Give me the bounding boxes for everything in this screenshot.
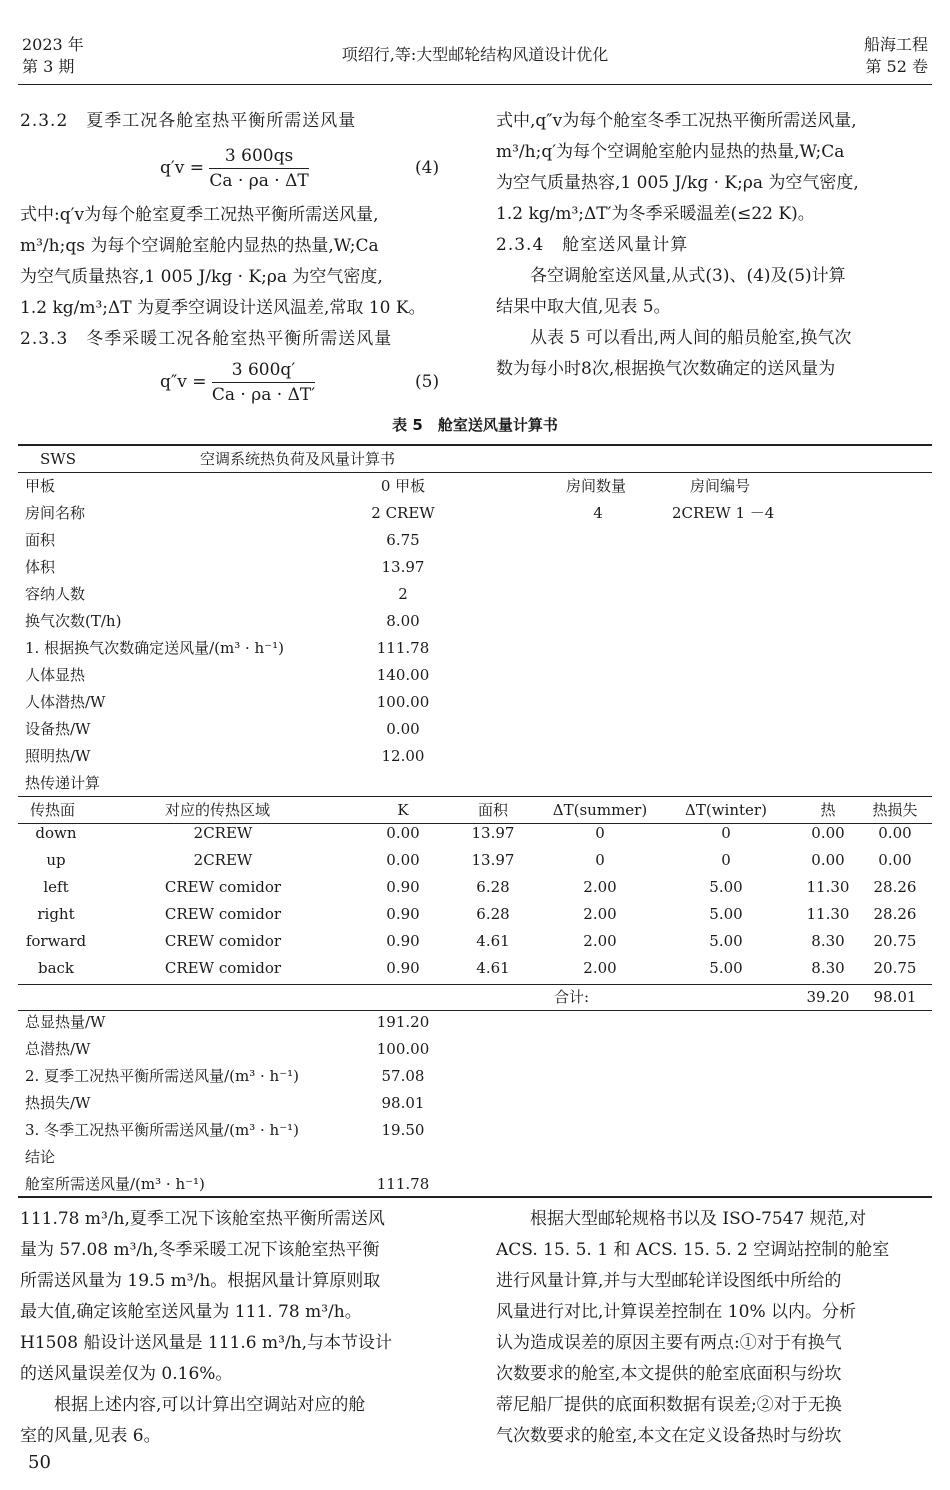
eq5-denominator: Ca · ρa · ΔT′ xyxy=(211,385,316,405)
table-row xyxy=(18,770,932,797)
body-line: 量为 57.08 m³/h,冬季采暖工况下该舱室热平衡 xyxy=(20,1240,380,1260)
equation-5 xyxy=(160,360,315,405)
ht-cell: 0 xyxy=(721,824,731,842)
deck-value: 0 甲板 xyxy=(380,477,426,495)
summary-value: 19.50 xyxy=(381,1121,425,1139)
right-text-line: m³/h;q′为每个空调舱室舱内显热的热量,W;Ca xyxy=(496,142,845,162)
prop-value: 13.97 xyxy=(381,558,425,576)
table-row xyxy=(18,1063,932,1090)
prop-value: 140.00 xyxy=(376,666,430,684)
right-text-line: 式中,q″v为每个舱室冬季工况热平衡所需送风量, xyxy=(496,111,857,131)
ht-cell: 11.30 xyxy=(806,878,850,896)
where4-line: 为空气质量热容,1 005 J/kg · K;ρa 为空气密度, xyxy=(20,267,383,287)
table-row xyxy=(18,716,932,743)
table-row xyxy=(18,847,932,874)
table-row xyxy=(18,955,932,982)
ht-cell: 0.90 xyxy=(386,878,420,896)
eq5-numerator: 3 600q′ xyxy=(212,360,315,383)
ht-col-header: ΔT(summer) xyxy=(552,801,648,819)
room-number-value: 2CREW 1 －4 xyxy=(672,504,775,522)
ht-cell: 20.75 xyxy=(873,959,917,977)
ht-cell: 2CREW xyxy=(193,851,253,869)
ht-cell: 2.00 xyxy=(583,905,617,923)
prop-value: 100.00 xyxy=(376,693,430,711)
right-column-top xyxy=(496,106,936,385)
summary-label: 3. 冬季工况热平衡所需送风量/(m³ · h⁻¹) xyxy=(25,1121,299,1139)
table-row xyxy=(18,1009,932,1036)
right-text-line: 为空气质量热容,1 005 J/kg · K;ρa 为空气密度, xyxy=(496,173,859,193)
prop-value: 0.00 xyxy=(386,720,420,738)
header-journal: 船海工程 xyxy=(863,35,928,54)
ht-cell: 0.00 xyxy=(811,824,845,842)
where4-line: 式中:q′v为每个舱室夏季工况热平衡所需送风量, xyxy=(20,205,379,225)
table-head-row xyxy=(18,446,932,473)
table-caption: 表 5 舱室送风量计算书 xyxy=(392,416,558,434)
table-head-title: 空调系统热负荷及风量计算书 xyxy=(200,450,396,468)
ht-cell: 2.00 xyxy=(583,959,617,977)
ht-cell: left xyxy=(43,878,69,896)
ht-cell: 11.30 xyxy=(806,905,850,923)
summary-value: 57.08 xyxy=(381,1067,425,1085)
body-line: 的送风量误差仅为 0.16%。 xyxy=(20,1364,233,1384)
header-volume: 第 52 卷 xyxy=(865,57,928,76)
header-year: 2023 年 xyxy=(22,35,84,54)
total-heat-loss: 98.01 xyxy=(873,988,917,1006)
eq4-denominator: Ca · ρa · ΔT xyxy=(209,171,309,191)
table-row xyxy=(18,743,932,770)
ht-cell: 0.00 xyxy=(386,851,420,869)
ht-cell: 20.75 xyxy=(873,932,917,950)
table-sws: SWS xyxy=(40,450,76,468)
table-row xyxy=(18,527,932,554)
right-text-line: 从表 5 可以看出,两人间的船员舱室,换气次 xyxy=(530,328,852,348)
section-2-3-2-heading: 2.3.2 夏季工况各舱室热平衡所需送风量 xyxy=(20,111,357,131)
ht-cell: 6.28 xyxy=(476,905,510,923)
table-row xyxy=(18,500,932,527)
left-column-bottom xyxy=(20,1204,465,1452)
body-line: 根据上述内容,可以计算出空调站对应的舱 xyxy=(54,1395,366,1415)
prop-value: 12.00 xyxy=(381,747,425,765)
total-heat: 39.20 xyxy=(806,988,850,1006)
summary-label: 舱室所需送风量/(m³ · h⁻¹) xyxy=(25,1175,205,1193)
summary-label: 2. 夏季工况热平衡所需送风量/(m³ · h⁻¹) xyxy=(25,1067,299,1085)
ht-cell: CREW comidor xyxy=(164,932,282,950)
prop-value: 111.78 xyxy=(376,639,430,657)
ht-cell: 0 xyxy=(595,851,605,869)
right-text-line: 结果中取大值,见表 5。 xyxy=(496,297,671,317)
body-line: 风量进行对比,计算误差控制在 10% 以内。分析 xyxy=(496,1302,856,1322)
ht-cell: 5.00 xyxy=(709,878,743,896)
ht-cell: up xyxy=(46,851,66,869)
table-row xyxy=(18,1171,932,1198)
table-row xyxy=(18,1117,932,1144)
ht-cell: 0.00 xyxy=(878,824,912,842)
ht-col-header: 传热面 xyxy=(30,801,76,819)
ht-cell: CREW comidor xyxy=(164,905,282,923)
ht-cell: back xyxy=(37,959,75,977)
body-line: 根据大型邮轮规格书以及 ISO-7547 规范,对 xyxy=(530,1209,867,1229)
ht-cell: 8.30 xyxy=(811,932,845,950)
prop-label: 设备热/W xyxy=(25,720,91,738)
summary-label: 总潜热/W xyxy=(25,1040,91,1058)
summary-value: 191.20 xyxy=(376,1013,430,1031)
prop-label: 面积 xyxy=(25,531,56,549)
ht-cell: 5.00 xyxy=(709,905,743,923)
ht-cell: 28.26 xyxy=(873,905,917,923)
prop-label: 照明热/W xyxy=(25,747,91,765)
body-line: 气次数要求的舱室,本文在定义设备热时与纷坎 xyxy=(496,1426,842,1446)
eq4-lhs: q′v = xyxy=(160,158,204,178)
room-count-value: 4 xyxy=(593,504,603,522)
total-label: 合计: xyxy=(554,988,590,1006)
ht-cell: forward xyxy=(25,932,87,950)
summary-label: 总显热量/W xyxy=(25,1013,106,1031)
ht-cell: 8.30 xyxy=(811,959,845,977)
room-number-label: 房间编号 xyxy=(690,477,751,495)
ht-cell: 0.00 xyxy=(386,824,420,842)
table-row xyxy=(18,901,932,928)
ht-cell: down xyxy=(35,824,77,842)
equation-4 xyxy=(160,146,309,191)
ht-col-header: 热损失 xyxy=(872,801,918,819)
eq4-fraction xyxy=(209,146,308,191)
section-2-3-4-heading: 2.3.4 舱室送风量计算 xyxy=(496,235,689,255)
ht-cell: 6.28 xyxy=(476,878,510,896)
ht-cell: 0.90 xyxy=(386,905,420,923)
eq4-numerator: 3 600qs xyxy=(209,146,308,169)
table-row xyxy=(18,689,932,716)
table-row xyxy=(18,1036,932,1063)
ht-cell: 0.90 xyxy=(386,959,420,977)
table-row xyxy=(18,581,932,608)
body-line: 次数要求的舱室,本文提供的舱室底面积与纷坎 xyxy=(496,1364,842,1384)
ht-cell: 2CREW xyxy=(193,824,253,842)
ht-col-header: 对应的传热区域 xyxy=(165,801,271,819)
ht-cell: 4.61 xyxy=(476,932,510,950)
left-column-top xyxy=(20,106,460,137)
header-issue: 第 3 期 xyxy=(22,57,75,76)
running-title: 项绍行,等:大型邮轮结构风道设计优化 xyxy=(341,45,609,64)
ht-cell: 4.61 xyxy=(476,959,510,977)
ht-cell: 28.26 xyxy=(873,878,917,896)
table-row xyxy=(18,635,932,662)
ht-cell: 13.97 xyxy=(471,851,515,869)
ht-cell: 5.00 xyxy=(709,932,743,950)
prop-label: 人体显热 xyxy=(25,666,86,684)
where-4-text xyxy=(20,200,465,355)
prop-label: 人体潜热/W xyxy=(25,693,106,711)
table-row xyxy=(18,928,932,955)
section-2-3-3-heading: 2.3.3 冬季采暖工况各舱室热平衡所需送风量 xyxy=(20,329,393,349)
body-line: 111.78 m³/h,夏季工况下该舱室热平衡所需送风 xyxy=(20,1209,385,1229)
body-line: 最大值,确定该舱室送风量为 111. 78 m³/h。 xyxy=(20,1302,362,1322)
room-name-label: 房间名称 xyxy=(25,504,86,522)
body-line: 认为造成误差的原因主要有两点:①对于有换气 xyxy=(496,1333,842,1353)
summary-label: 热损失/W xyxy=(25,1094,91,1112)
where4-line: m³/h;qs 为每个空调舱室舱内显热的热量,W;Ca xyxy=(20,236,379,256)
ht-cell: 0.00 xyxy=(878,851,912,869)
ht-cell: 5.00 xyxy=(709,959,743,977)
ht-col-header: ΔT(winter) xyxy=(685,801,767,819)
summary-value: 98.01 xyxy=(381,1094,425,1112)
table-row xyxy=(18,662,932,689)
ht-cell: 0.90 xyxy=(386,932,420,950)
where4-line: 1.2 kg/m³;ΔT 为夏季空调设计送风温差,常取 10 K。 xyxy=(20,298,426,318)
page-number: 50 xyxy=(28,1452,51,1473)
heat-transfer-label: 热传递计算 xyxy=(25,774,101,792)
ht-col-header: K xyxy=(397,801,409,819)
prop-value: 2 xyxy=(398,585,408,603)
body-line: 进行风量计算,并与大型邮轮详设图纸中所给的 xyxy=(496,1271,842,1291)
body-line: 蒂尼船厂提供的底面积数据有误差;②对于无换 xyxy=(496,1395,842,1415)
ht-col-header: 热 xyxy=(820,801,836,819)
summary-value: 100.00 xyxy=(376,1040,430,1058)
table-row xyxy=(18,608,932,635)
right-column-bottom xyxy=(496,1204,936,1452)
table-bottom-rule xyxy=(18,1196,932,1198)
right-text-line: 各空调舱室送风量,从式(3)、(4)及(5)计算 xyxy=(530,266,846,286)
deck-label: 甲板 xyxy=(25,477,56,495)
table-row xyxy=(18,1090,932,1117)
summary-value: 111.78 xyxy=(376,1175,430,1193)
prop-label: 换气次数(T/h) xyxy=(25,612,122,630)
ht-cell: 13.97 xyxy=(471,824,515,842)
ht-cell: right xyxy=(37,905,75,923)
ht-cell: 0.00 xyxy=(811,851,845,869)
prop-value: 8.00 xyxy=(386,612,420,630)
prop-label: 体积 xyxy=(25,558,56,576)
body-line: 所需送风量为 19.5 m³/h。根据风量计算原则取 xyxy=(20,1271,381,1291)
eq5-number: (5) xyxy=(415,372,440,392)
body-line: H1508 船设计送风量是 111.6 m³/h,与本节设计 xyxy=(20,1333,392,1353)
ht-cell: 2.00 xyxy=(583,878,617,896)
ht-col-header: 面积 xyxy=(477,801,508,819)
right-text-line: 数为每小时8次,根据换气次数确定的送风量为 xyxy=(496,359,836,379)
summary-label: 结论 xyxy=(25,1148,56,1166)
table-row xyxy=(18,1144,932,1171)
prop-label: 1. 根据换气次数确定送风量/(m³ · h⁻¹) xyxy=(25,639,284,657)
header-rule xyxy=(18,84,932,85)
body-line: ACS. 15. 5. 1 和 ACS. 15. 5. 2 空调站控制的舱室 xyxy=(496,1240,890,1260)
ht-cell: 2.00 xyxy=(583,932,617,950)
ht-cell: 0 xyxy=(721,851,731,869)
table-row xyxy=(18,473,932,500)
room-name-value: 2 CREW xyxy=(371,504,435,522)
right-text-line: 1.2 kg/m³;ΔT′为冬季采暖温差(≤22 K)。 xyxy=(496,204,815,224)
prop-label: 容纳人数 xyxy=(25,585,86,603)
room-count-label: 房间数量 xyxy=(566,477,627,495)
table-row xyxy=(18,874,932,901)
ht-cell: CREW comidor xyxy=(164,878,282,896)
ht-cell: CREW comidor xyxy=(164,959,282,977)
body-line: 室的风量,见表 6。 xyxy=(20,1426,161,1446)
header-journal-volume xyxy=(864,34,928,78)
eq5-lhs: q″v = xyxy=(160,372,207,392)
table-row xyxy=(18,820,932,847)
eq4-number: (4) xyxy=(415,158,440,178)
eq5-fraction xyxy=(212,360,315,405)
table-row xyxy=(18,554,932,581)
total-row xyxy=(18,984,932,1011)
prop-value: 6.75 xyxy=(386,531,420,549)
ht-cell: 0 xyxy=(595,824,605,842)
